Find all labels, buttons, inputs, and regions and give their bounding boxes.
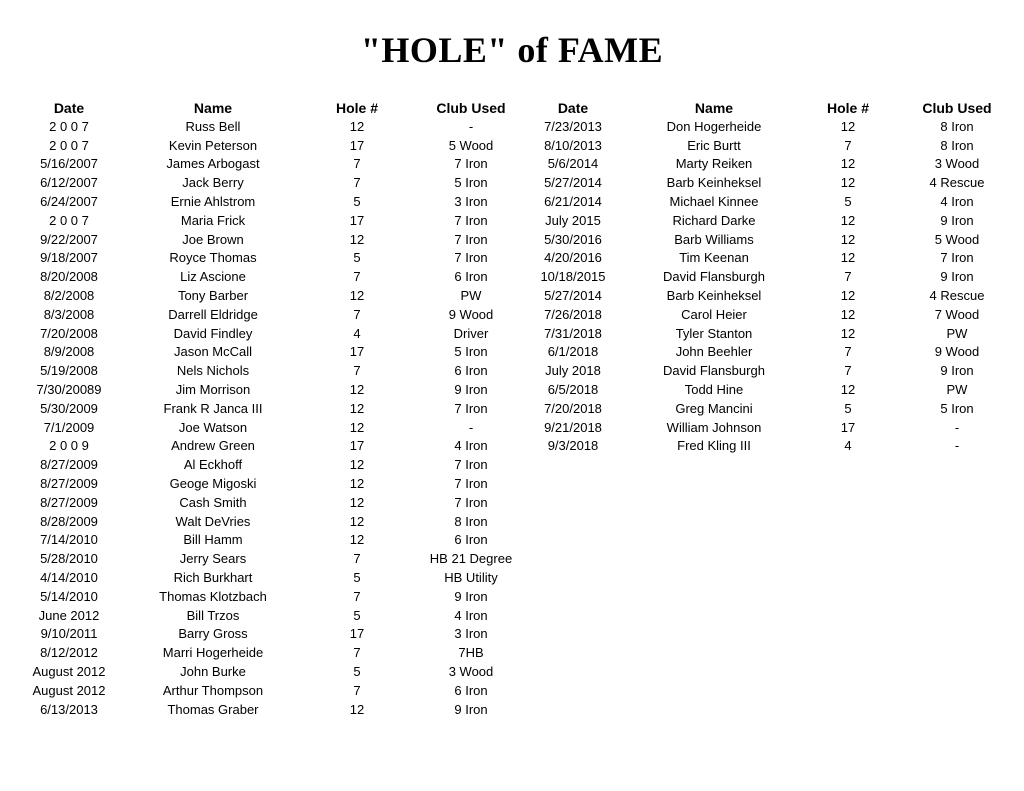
club-cell: 7 Iron bbox=[454, 250, 488, 266]
club-cell: 7 Wood bbox=[934, 306, 980, 322]
table-body-left bbox=[10, 117, 526, 719]
table-header-row bbox=[512, 98, 1012, 117]
name-cell: Maria Frick bbox=[180, 212, 246, 228]
club-cell: 7 Iron bbox=[454, 476, 488, 492]
table-row bbox=[512, 249, 1012, 268]
name-cell: Barry Gross bbox=[178, 626, 248, 642]
table-row bbox=[10, 324, 526, 343]
club-cell: PW bbox=[946, 325, 968, 341]
club-cell: 3 Iron bbox=[454, 626, 488, 642]
date-cell: 8/3/2008 bbox=[43, 306, 95, 322]
club-cell: 7 Iron bbox=[454, 457, 488, 473]
club-cell: 3 Wood bbox=[934, 156, 980, 172]
name-cell: Thomas Klotzbach bbox=[159, 588, 267, 604]
club-cell: 7 Iron bbox=[454, 494, 488, 510]
date-cell: 5/27/2014 bbox=[544, 288, 602, 304]
table-row bbox=[10, 681, 526, 700]
table-row bbox=[512, 418, 1012, 437]
table-row bbox=[10, 587, 526, 606]
name-cell: Jim Morrison bbox=[175, 382, 251, 398]
club-cell: 4 Iron bbox=[940, 194, 974, 210]
name-cell: John Beehler bbox=[675, 344, 753, 360]
hole-cell: 7 bbox=[353, 588, 361, 604]
name-cell: Barb Keinheksel bbox=[666, 288, 762, 304]
date-cell: 9/21/2018 bbox=[544, 419, 602, 435]
table-row bbox=[10, 455, 526, 474]
table-row bbox=[10, 625, 526, 644]
table-row bbox=[512, 399, 1012, 418]
hole-cell: 4 bbox=[353, 325, 361, 341]
name-cell: Bill Hamm bbox=[183, 532, 243, 548]
name-cell: Rich Burkhart bbox=[173, 570, 253, 586]
date-cell: 7/1/2009 bbox=[43, 419, 95, 435]
hole-cell: 17 bbox=[349, 344, 365, 360]
name-cell: Barb Williams bbox=[674, 231, 754, 247]
hole-cell: 12 bbox=[349, 457, 365, 473]
name-cell: Marty Reiken bbox=[675, 156, 753, 172]
hole-cell: 12 bbox=[349, 231, 365, 247]
column-header-name: Name bbox=[694, 99, 734, 116]
table-row bbox=[512, 305, 1012, 324]
hole-cell: 7 bbox=[844, 269, 852, 285]
hole-cell: 7 bbox=[353, 551, 361, 567]
date-cell: 6/5/2018 bbox=[547, 382, 599, 398]
date-cell: 7/20/2018 bbox=[544, 400, 602, 416]
hole-cell: 17 bbox=[349, 137, 365, 153]
date-cell: 9/3/2018 bbox=[547, 438, 599, 454]
hole-cell: 12 bbox=[840, 306, 856, 322]
name-cell: Jerry Sears bbox=[179, 551, 247, 567]
table-row bbox=[10, 249, 526, 268]
table-row bbox=[10, 343, 526, 362]
club-cell: HB 21 Degree bbox=[429, 551, 513, 567]
club-cell: 7 Iron bbox=[454, 156, 488, 172]
name-cell: Al Eckhoff bbox=[183, 457, 243, 473]
hole-cell: 12 bbox=[349, 532, 365, 548]
hole-cell: 7 bbox=[353, 175, 361, 191]
table-row bbox=[512, 437, 1012, 456]
table-row bbox=[10, 286, 526, 305]
hole-cell: 12 bbox=[840, 175, 856, 191]
hole-cell: 12 bbox=[840, 288, 856, 304]
club-cell: 6 Iron bbox=[454, 532, 488, 548]
club-cell: 9 Iron bbox=[940, 212, 974, 228]
club-cell: 9 Iron bbox=[454, 701, 488, 717]
column-header-date: Date bbox=[557, 99, 589, 116]
name-cell: Darrell Eldridge bbox=[168, 306, 258, 322]
club-cell: 9 Iron bbox=[454, 382, 488, 398]
name-cell: Cash Smith bbox=[179, 494, 247, 510]
club-cell: Driver bbox=[453, 325, 489, 341]
club-cell: 4 Iron bbox=[454, 607, 488, 623]
name-cell: Joe Brown bbox=[182, 231, 244, 247]
club-cell: 5 Iron bbox=[454, 175, 488, 191]
date-cell: 7/31/2018 bbox=[544, 325, 602, 341]
club-cell: 6 Iron bbox=[454, 682, 488, 698]
hole-cell: 12 bbox=[349, 382, 365, 398]
table-row bbox=[10, 568, 526, 587]
table-row bbox=[10, 474, 526, 493]
column-header-hole: Hole # bbox=[335, 99, 378, 116]
date-cell: 7/26/2018 bbox=[544, 306, 602, 322]
date-cell: 2 0 0 9 bbox=[49, 438, 89, 454]
hole-cell: 5 bbox=[353, 607, 361, 623]
hole-cell: 17 bbox=[349, 438, 365, 454]
name-cell: James Arbogast bbox=[166, 156, 260, 172]
date-cell: 6/24/2007 bbox=[40, 194, 98, 210]
name-cell: Royce Thomas bbox=[169, 250, 257, 266]
club-cell: 4 Rescue bbox=[929, 175, 985, 191]
club-cell: 7 Iron bbox=[454, 400, 488, 416]
table-row bbox=[512, 192, 1012, 211]
name-cell: Jack Berry bbox=[182, 175, 244, 191]
date-cell: 10/18/2015 bbox=[540, 269, 606, 285]
date-cell: 2 0 0 7 bbox=[49, 212, 89, 228]
table-row bbox=[10, 173, 526, 192]
name-cell: Kevin Peterson bbox=[168, 137, 258, 153]
date-cell: 6/13/2013 bbox=[40, 701, 98, 717]
hole-cell: 12 bbox=[349, 419, 365, 435]
hole-cell: 12 bbox=[349, 288, 365, 304]
name-cell: Carol Heier bbox=[681, 306, 747, 322]
date-cell: 5/14/2010 bbox=[40, 588, 98, 604]
date-cell: 8/10/2013 bbox=[544, 137, 602, 153]
table-row bbox=[10, 117, 526, 136]
hole-cell: 12 bbox=[349, 513, 365, 529]
name-cell: Fred Kling III bbox=[677, 438, 751, 454]
table-row bbox=[512, 267, 1012, 286]
table-row bbox=[10, 136, 526, 155]
hole-cell: 12 bbox=[349, 400, 365, 416]
hole-cell: 7 bbox=[844, 363, 852, 379]
club-cell: PW bbox=[946, 382, 968, 398]
club-cell: 9 Iron bbox=[454, 588, 488, 604]
table-row bbox=[10, 437, 526, 456]
name-cell: Don Hogerheide bbox=[666, 118, 762, 134]
club-cell: 6 Iron bbox=[454, 363, 488, 379]
hole-cell: 7 bbox=[353, 269, 361, 285]
club-cell: 5 Wood bbox=[934, 231, 980, 247]
date-cell: 5/30/2009 bbox=[40, 400, 98, 416]
name-cell: Arthur Thompson bbox=[162, 682, 264, 698]
table-row bbox=[512, 361, 1012, 380]
hole-cell: 12 bbox=[349, 494, 365, 510]
club-cell: 7HB bbox=[458, 645, 484, 661]
table-row bbox=[512, 286, 1012, 305]
date-cell: 8/27/2009 bbox=[40, 494, 98, 510]
table-row bbox=[10, 155, 526, 174]
club-cell: 9 Wood bbox=[934, 344, 980, 360]
date-cell: 8/2/2008 bbox=[43, 288, 95, 304]
name-cell: Marri Hogerheide bbox=[162, 645, 264, 661]
date-cell: 8/12/2012 bbox=[40, 645, 98, 661]
date-cell: 8/28/2009 bbox=[40, 513, 98, 529]
table-row bbox=[512, 343, 1012, 362]
table-row bbox=[10, 361, 526, 380]
hole-cell: 12 bbox=[840, 231, 856, 247]
table-row bbox=[10, 192, 526, 211]
table-row bbox=[512, 380, 1012, 399]
date-cell: July 2015 bbox=[545, 212, 601, 228]
hole-cell: 4 bbox=[844, 438, 852, 454]
hole-cell: 7 bbox=[353, 682, 361, 698]
hole-cell: 5 bbox=[353, 194, 361, 210]
column-header-club: Club Used bbox=[922, 99, 992, 116]
date-cell: 9/18/2007 bbox=[40, 250, 98, 266]
name-cell: John Burke bbox=[180, 664, 246, 679]
name-cell: David Flansburgh bbox=[663, 269, 765, 285]
date-cell: 5/16/2007 bbox=[40, 156, 98, 172]
page-title: "HOLE" of FAME bbox=[360, 30, 664, 70]
hole-cell: 5 bbox=[844, 194, 852, 210]
date-cell: 6/12/2007 bbox=[40, 175, 98, 191]
column-header-date: Date bbox=[53, 99, 85, 116]
name-cell: Richard Darke bbox=[672, 212, 756, 228]
name-cell: Tyler Stanton bbox=[675, 325, 753, 341]
club-cell: 7 Iron bbox=[454, 212, 488, 228]
name-cell: David Flansburgh bbox=[663, 363, 765, 379]
table-row bbox=[10, 230, 526, 249]
club-cell: 8 Iron bbox=[940, 118, 974, 134]
club-cell: - bbox=[954, 419, 960, 435]
name-cell: William Johnson bbox=[666, 419, 762, 435]
name-cell: Barb Keinheksel bbox=[666, 175, 762, 191]
name-cell: Tony Barber bbox=[177, 288, 249, 304]
name-cell: Todd Hine bbox=[684, 382, 744, 398]
table-row bbox=[512, 117, 1012, 136]
table-row bbox=[512, 173, 1012, 192]
club-cell: - bbox=[468, 118, 474, 134]
club-cell: 5 Iron bbox=[940, 400, 974, 416]
table-row bbox=[10, 512, 526, 531]
name-cell: Bill Trzos bbox=[186, 607, 240, 623]
date-cell: 4/20/2016 bbox=[544, 250, 602, 266]
table-row bbox=[512, 136, 1012, 155]
table-row bbox=[10, 700, 526, 719]
table-row bbox=[10, 493, 526, 512]
hole-cell: 12 bbox=[840, 212, 856, 228]
name-cell: Tim Keenan bbox=[679, 250, 749, 266]
date-cell: 5/27/2014 bbox=[544, 175, 602, 191]
hole-cell: 7 bbox=[353, 363, 361, 379]
club-cell: - bbox=[468, 419, 474, 435]
club-cell: 5 Wood bbox=[448, 137, 494, 153]
table-row bbox=[10, 305, 526, 324]
hole-cell: 12 bbox=[840, 250, 856, 266]
hole-cell: 12 bbox=[840, 156, 856, 172]
hole-cell: 7 bbox=[353, 156, 361, 172]
name-cell: Geoge Migoski bbox=[169, 476, 257, 492]
table-row bbox=[10, 662, 526, 681]
club-cell: 7 Iron bbox=[454, 231, 488, 247]
name-cell: Joe Watson bbox=[178, 419, 248, 435]
name-cell: David Findley bbox=[173, 325, 253, 341]
club-cell: 8 Iron bbox=[454, 513, 488, 529]
hole-cell: 7 bbox=[353, 306, 361, 322]
club-cell: 7 Iron bbox=[940, 250, 974, 266]
hole-cell: 7 bbox=[844, 344, 852, 360]
name-cell: Michael Kinnee bbox=[669, 194, 759, 210]
hole-cell: 7 bbox=[353, 645, 361, 661]
hole-cell: 17 bbox=[349, 212, 365, 228]
club-cell: - bbox=[954, 438, 960, 454]
name-cell: Russ Bell bbox=[185, 118, 241, 134]
date-cell: 9/10/2011 bbox=[40, 626, 98, 642]
date-cell: June 2012 bbox=[38, 607, 100, 623]
hole-cell: 5 bbox=[353, 570, 361, 586]
date-cell: August 2012 bbox=[32, 664, 106, 679]
date-cell: August 2012 bbox=[32, 682, 106, 698]
club-cell: 4 Rescue bbox=[929, 288, 985, 304]
table-row bbox=[512, 211, 1012, 230]
date-cell: 8/20/2008 bbox=[40, 269, 98, 285]
hole-cell: 12 bbox=[840, 382, 856, 398]
column-header-name: Name bbox=[193, 99, 233, 116]
table-row bbox=[512, 230, 1012, 249]
column-header-club: Club Used bbox=[436, 99, 506, 116]
date-cell: 8/27/2009 bbox=[40, 476, 98, 492]
hole-cell: 7 bbox=[844, 137, 852, 153]
date-cell: 7/23/2013 bbox=[544, 118, 602, 134]
date-cell: 5/30/2016 bbox=[544, 231, 602, 247]
table-row bbox=[10, 267, 526, 286]
club-cell: 9 Iron bbox=[940, 363, 974, 379]
club-cell: 6 Iron bbox=[454, 269, 488, 285]
table-header-row bbox=[10, 98, 526, 117]
table-body-right bbox=[512, 117, 1012, 455]
date-cell: 7/14/2010 bbox=[40, 532, 98, 548]
hole-cell: 5 bbox=[353, 250, 361, 266]
date-cell: 5/19/2008 bbox=[40, 363, 98, 379]
hole-cell: 12 bbox=[840, 325, 856, 341]
club-cell: 9 Iron bbox=[940, 269, 974, 285]
table-row bbox=[10, 418, 526, 437]
hole-cell: 5 bbox=[353, 664, 361, 679]
name-cell: Walt DeVries bbox=[175, 513, 251, 529]
date-cell: 4/14/2010 bbox=[40, 570, 98, 586]
club-cell: 3 Iron bbox=[454, 194, 488, 210]
hole-cell: 17 bbox=[840, 419, 856, 435]
table-row bbox=[512, 324, 1012, 343]
club-cell: 9 Wood bbox=[448, 306, 494, 322]
hole-cell: 12 bbox=[349, 476, 365, 492]
date-cell: 9/22/2007 bbox=[40, 231, 98, 247]
date-cell: 8/27/2009 bbox=[40, 457, 98, 473]
table-row bbox=[10, 606, 526, 625]
name-cell: Jason McCall bbox=[173, 344, 253, 360]
club-cell: 8 Iron bbox=[940, 137, 974, 153]
name-cell: Andrew Green bbox=[171, 438, 255, 454]
date-cell: 5/6/2014 bbox=[547, 156, 599, 172]
table-row bbox=[512, 155, 1012, 174]
column-header-hole: Hole # bbox=[826, 99, 869, 116]
date-cell: 8/9/2008 bbox=[43, 344, 95, 360]
table-row bbox=[10, 531, 526, 550]
table-row bbox=[10, 380, 526, 399]
date-cell: 7/30/20089 bbox=[36, 382, 102, 398]
date-cell: 5/28/2010 bbox=[40, 551, 98, 567]
date-cell: 2 0 0 7 bbox=[49, 137, 89, 153]
name-cell: Thomas Graber bbox=[167, 701, 259, 717]
name-cell: Frank R Janca III bbox=[163, 400, 263, 416]
club-cell: 5 Iron bbox=[454, 344, 488, 360]
date-cell: 6/1/2018 bbox=[547, 344, 599, 360]
hole-cell: 12 bbox=[840, 118, 856, 134]
table-row bbox=[10, 549, 526, 568]
club-cell: HB Utility bbox=[444, 570, 498, 586]
date-cell: 7/20/2008 bbox=[40, 325, 98, 341]
hole-of-fame-table-left bbox=[10, 98, 526, 719]
hole-cell: 5 bbox=[844, 400, 852, 416]
date-cell: July 2018 bbox=[545, 363, 601, 379]
date-cell: 6/21/2014 bbox=[544, 194, 602, 210]
hole-cell: 12 bbox=[349, 118, 365, 134]
table-row bbox=[10, 643, 526, 662]
hole-cell: 17 bbox=[349, 626, 365, 642]
hole-of-fame-table-right bbox=[512, 98, 1012, 455]
table-row bbox=[10, 399, 526, 418]
name-cell: Nels Nichols bbox=[176, 363, 250, 379]
table-row bbox=[10, 211, 526, 230]
date-cell: 2 0 0 7 bbox=[49, 118, 89, 134]
club-cell: 3 Wood bbox=[448, 664, 494, 679]
club-cell: PW bbox=[460, 288, 482, 304]
club-cell: 4 Iron bbox=[454, 438, 488, 454]
hole-cell: 12 bbox=[349, 701, 365, 717]
name-cell: Greg Mancini bbox=[675, 400, 753, 416]
name-cell: Liz Ascione bbox=[180, 269, 246, 285]
name-cell: Ernie Ahlstrom bbox=[170, 194, 256, 210]
name-cell: Eric Burtt bbox=[687, 137, 741, 153]
